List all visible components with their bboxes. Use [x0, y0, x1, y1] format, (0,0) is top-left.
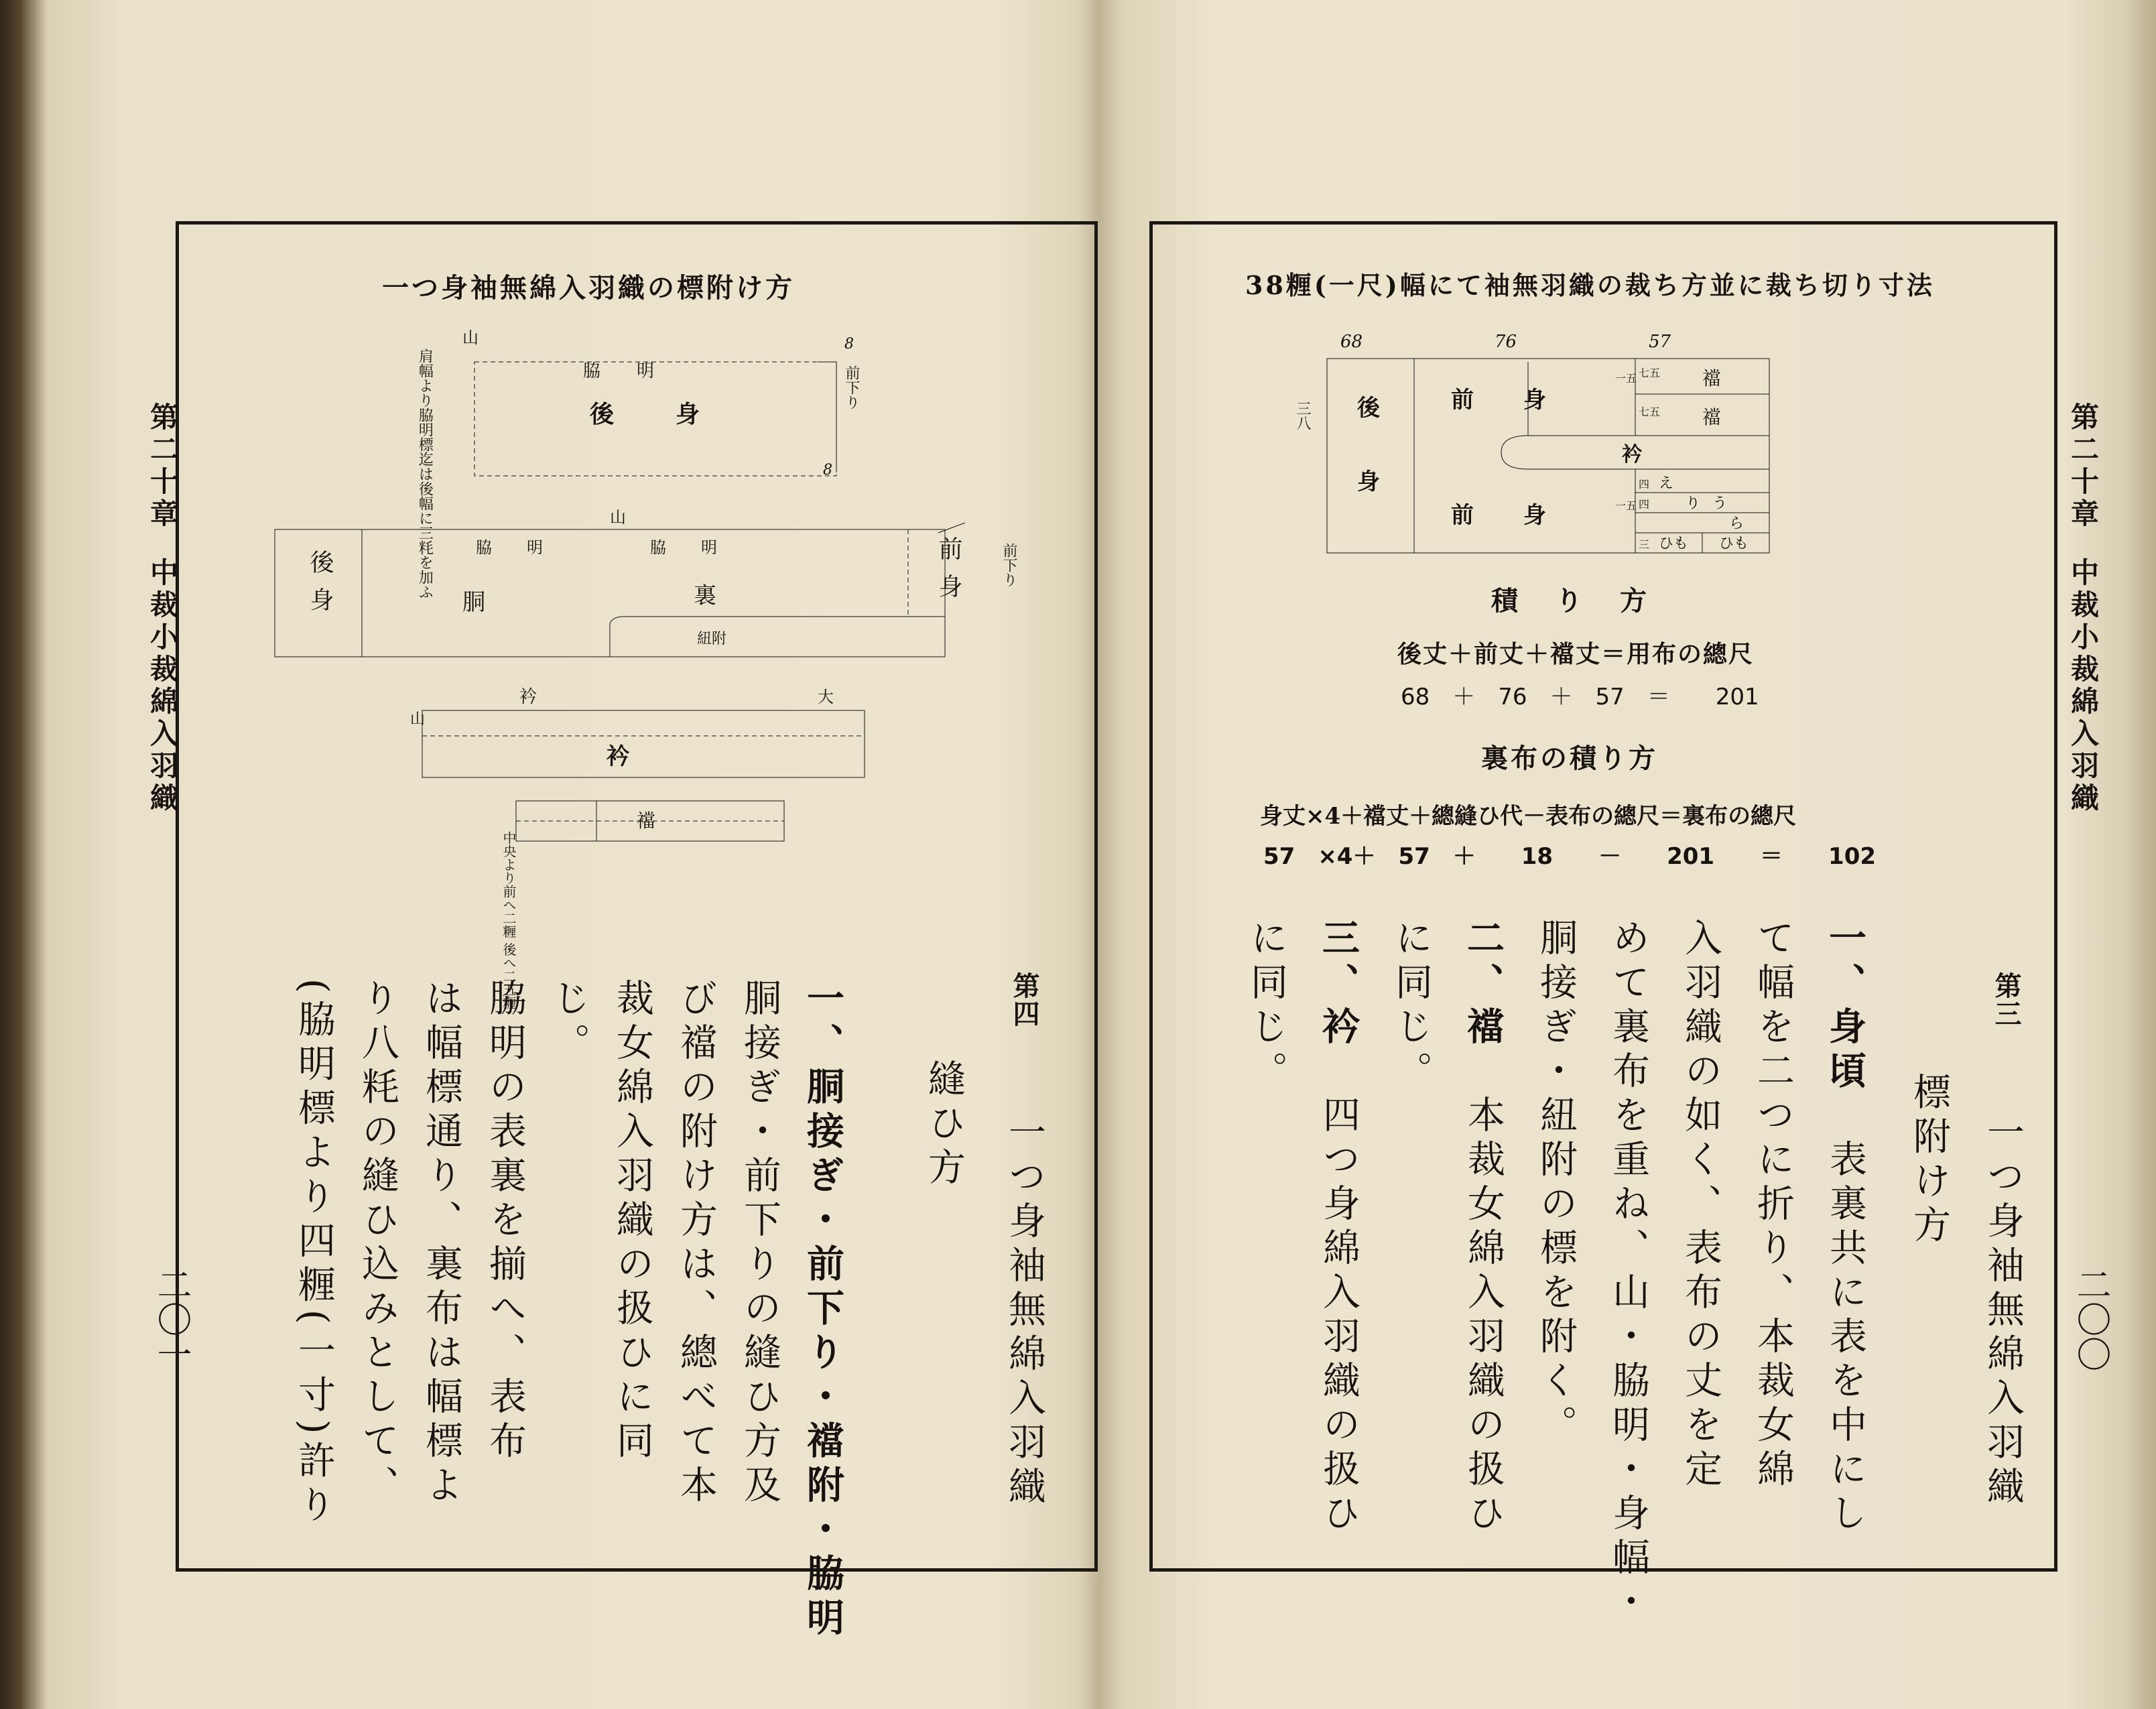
body-column	[420, 978, 463, 1509]
cut-ura-u: う	[1712, 495, 1728, 512]
dim-ushiro: 68	[1340, 332, 1363, 352]
body-text: 裁女綿入羽織の扱ひに同	[611, 978, 654, 1465]
cut-eri-label: 衿	[1622, 443, 1642, 466]
back-mae-sagari: 前下り	[843, 365, 860, 409]
body-column	[1606, 918, 1650, 1626]
cut-ura-ra: ら	[1729, 515, 1745, 532]
body-text: 表裏共に表を中にし	[1824, 1095, 1867, 1537]
body-column	[1316, 918, 1360, 1537]
cut-ushiro-1: 後	[1357, 395, 1380, 422]
body-text: に同じ。	[1245, 918, 1288, 1095]
right-folio: 二〇〇	[2070, 1267, 2110, 1371]
cut-ura-ri: り	[1686, 495, 1701, 512]
right-figure-title: 38糎(一尺)幅にて袖無羽織の裁ち方並に裁ち切り寸法	[1245, 270, 1935, 300]
right-page	[1099, 0, 2156, 1709]
body-heading-text: 二、	[1461, 918, 1505, 1007]
calc-numbers-2: 57 ×4＋ 57 ＋ 18 － 201 ＝ 102	[1263, 843, 1877, 870]
running-head-title: 中裁小裁綿入羽織	[2067, 558, 2100, 815]
body-column	[1461, 918, 1505, 1537]
left-section-subtitle: 縫ひ方	[922, 1059, 966, 1192]
cut-n4a: 四	[1639, 478, 1650, 491]
left-figure-title: 一つ身袖無綿入羽織の標附け方	[382, 272, 795, 304]
right-section-title: 一つ身袖無綿入羽織	[1981, 1113, 2025, 1511]
body-heading-text: 三、	[1316, 918, 1360, 1007]
collar-yama-label: 山	[410, 711, 426, 728]
dim-machi: 57	[1649, 332, 1671, 352]
collar-panel	[410, 687, 865, 777]
body-column	[801, 978, 845, 1642]
body-text: て幅を二つに折り、本裁女綿	[1751, 918, 1795, 1493]
body-column	[1245, 918, 1288, 1095]
body-wakiake-2: 脇 明	[650, 538, 726, 557]
cut-maemi-bottom: 前 身	[1451, 502, 1560, 529]
cut-n3: 三	[1639, 538, 1650, 551]
body-text: めて裏布を重ね、山・脇明・身幅・	[1606, 918, 1650, 1626]
body-yama-label: 山	[610, 508, 626, 527]
cut-maemi-top: 前 身	[1451, 387, 1560, 414]
body-text: (脇明標より四糎(一寸)許り	[292, 978, 336, 1529]
back-label: 後 身	[590, 400, 719, 428]
body-panel	[275, 508, 965, 657]
cut-n15a: 一五	[1615, 372, 1637, 385]
gusset-panel	[516, 801, 784, 841]
body-ura-label: 裏	[694, 582, 716, 609]
cut-ura-e: え	[1659, 475, 1674, 492]
dim-mae: 76	[1495, 332, 1517, 352]
body-heading-text: 一、	[801, 978, 845, 1067]
body-slant-line	[938, 523, 965, 533]
body-ushiromi-label: 後身	[306, 550, 334, 625]
running-head-chapter: 第二十章	[2067, 402, 2100, 531]
back-num-bottom: 8	[823, 462, 832, 479]
body-text: 脇明の表裏を揃へ、表布	[483, 978, 527, 1465]
calc-formula-1: 後丈＋前丈＋襠丈＝用布の總尺	[1397, 640, 1755, 668]
body-column	[292, 978, 336, 1529]
body-heading-text: 襠	[1461, 1007, 1505, 1051]
body-mae-sagari: 前下り	[1001, 543, 1017, 587]
left-running-head	[142, 402, 182, 815]
body-column	[1823, 918, 1867, 1537]
body-column	[1751, 918, 1795, 1493]
back-wakiake-label: 脇 明	[583, 361, 664, 381]
collar-panel-outline	[422, 710, 865, 777]
cut-side-label: 三八	[1294, 401, 1311, 430]
left-body-text	[201, 978, 871, 1642]
cut-n4b: 四	[1639, 498, 1650, 511]
back-yama-label: 山	[462, 328, 479, 347]
body-column	[1389, 918, 1433, 1095]
body-column	[356, 978, 399, 1509]
body-text: 入羽織の如く、表布の丈を定	[1679, 918, 1722, 1493]
collar-juzu-label: 衿	[519, 687, 537, 707]
body-text: は幅標通り、裏布は幅標よ	[420, 978, 463, 1509]
body-column	[674, 978, 718, 1509]
calc-formula-2: 身丈×4＋襠丈＋總縫ひ代－表布の總尺＝裏布の總尺	[1260, 803, 1797, 830]
back-panel-edge	[818, 362, 836, 472]
left-section-title: 一つ身袖無綿入羽織	[1003, 1113, 1046, 1511]
body-text: 四つ身綿入羽織の扱ひ	[1317, 1051, 1360, 1537]
body-column	[1679, 918, 1722, 1493]
cut-machi-1: 襠	[1702, 367, 1722, 389]
cut-himo-2: ひも	[1719, 535, 1749, 552]
body-column	[547, 978, 590, 1067]
back-panel	[462, 328, 854, 479]
right-body-text	[1166, 918, 1877, 1626]
cut-himo-1: ひも	[1659, 535, 1689, 552]
gusset-label: 襠	[637, 810, 656, 832]
body-wakiake-1: 脇 明	[476, 538, 552, 557]
body-text: 胴接ぎ・前下りの縫ひ方及	[738, 978, 781, 1509]
body-heading-text: 一、	[1823, 918, 1867, 1007]
body-text: じ。	[547, 978, 590, 1067]
body-heading-text: 胴接ぎ・前下り・襠附・脇明	[801, 1067, 845, 1642]
body-text: に同じ。	[1389, 918, 1433, 1095]
back-panel-note: 肩幅より脇明標迄は後幅に三粍を加ふ	[416, 349, 434, 599]
left-section-number: 第四	[1009, 972, 1040, 1028]
right-cutting-diagram	[1260, 328, 1783, 570]
collar-dai-label: 大	[818, 688, 834, 706]
calc-title-1: 積 り 方	[1491, 585, 1652, 617]
cut-n75b: 七五	[1639, 405, 1661, 418]
cut-machi-2: 襠	[1702, 406, 1722, 428]
right-section-number: 第三	[1990, 972, 2022, 1028]
left-marking-diagram	[261, 322, 1025, 844]
cut-ushiro-2: 身	[1357, 468, 1380, 495]
body-text: 本裁女綿入羽織の扱ひ	[1462, 1051, 1505, 1537]
collar-label: 衿	[607, 743, 629, 770]
running-head-title: 中裁小裁綿入羽織	[146, 558, 179, 815]
cut-n15b: 一五	[1615, 499, 1637, 512]
body-cutout-line	[610, 617, 945, 657]
body-himotsuke-label: 紐附	[697, 631, 727, 647]
body-maemi-label: 前身	[935, 536, 962, 611]
back-num-top: 8	[844, 336, 854, 353]
body-heading-text: 身頃	[1823, 1007, 1867, 1095]
calc-title-2: 裏布の積り方	[1481, 743, 1658, 774]
body-column	[611, 978, 654, 1465]
left-folio: 二〇一	[151, 1267, 191, 1371]
right-section-subtitle: 標附け方	[1907, 1072, 1951, 1249]
body-column	[1534, 918, 1578, 1449]
body-heading-text: 衿	[1316, 1007, 1360, 1051]
body-text: 胴接ぎ・紐附の標を附く。	[1534, 918, 1578, 1449]
gusset-note: 中央より前へ二糎 後へ二五糎	[501, 831, 517, 1010]
body-text: び襠の附け方は、總べて本	[674, 978, 718, 1509]
body-column	[738, 978, 781, 1509]
right-running-head	[2063, 402, 2103, 815]
running-head-chapter: 第二十章	[146, 402, 179, 531]
body-do-label: 胴	[462, 589, 485, 616]
body-text: り八粍の縫ひ込みとして、	[356, 978, 399, 1509]
calc-numbers-1: 68 ＋ 76 ＋ 57 ＝ 201	[1401, 684, 1759, 710]
cut-n75a: 七五	[1639, 367, 1661, 379]
body-column	[483, 978, 527, 1465]
